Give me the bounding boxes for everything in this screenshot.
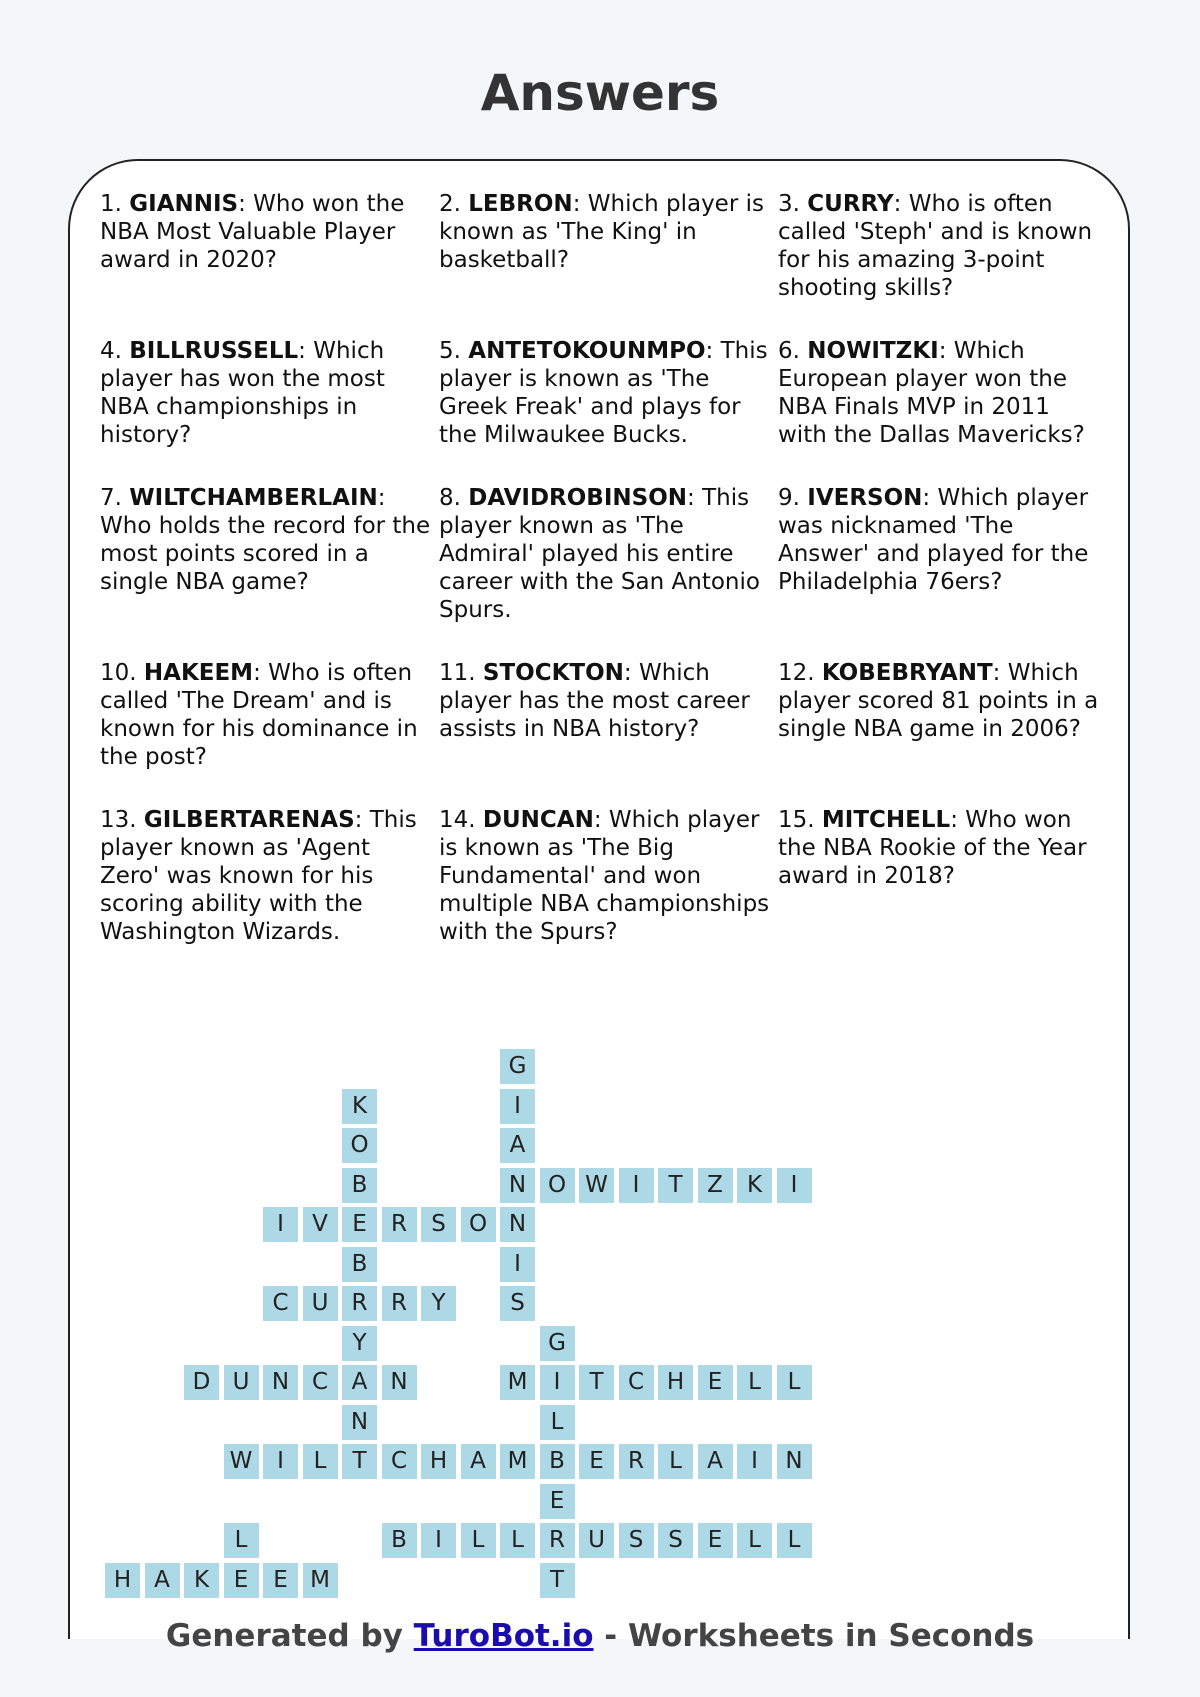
crossword-cell: M: [500, 1444, 535, 1479]
footer: [0, 1618, 1200, 1654]
clue-item: [778, 190, 1110, 302]
clue-number: 7.: [100, 485, 122, 511]
clue-text: : Who is often called 'The Dream' and is known for his dominance in the post?: [100, 660, 418, 770]
crossword-cell: I: [737, 1444, 772, 1479]
crossword-cell: Y: [421, 1286, 456, 1321]
clue-number: 11.: [439, 660, 476, 686]
crossword-cell: H: [105, 1563, 140, 1598]
crossword-cell: R: [382, 1207, 417, 1242]
clue-item: [439, 806, 778, 946]
crossword-cell: D: [184, 1365, 219, 1400]
clue-item: [439, 484, 778, 624]
crossword-cell: B: [540, 1444, 575, 1479]
crossword-cell: I: [263, 1207, 298, 1242]
clue-number: 14.: [439, 807, 476, 833]
crossword-cell: T: [579, 1365, 614, 1400]
clue-number: 15.: [778, 807, 815, 833]
clue-number: 8.: [439, 485, 461, 511]
clue-item: [778, 484, 1110, 624]
crossword-cell: I: [421, 1523, 456, 1558]
clue-item: [439, 659, 778, 771]
crossword-cell: W: [579, 1168, 614, 1203]
clue-answer: GIANNIS: [129, 191, 239, 217]
footer-suffix: - Worksheets in Seconds: [593, 1618, 1035, 1654]
clue-text: : This player known as 'Agent Zero' was known for his scoring ability with the Washington Wizards.: [100, 807, 417, 945]
crossword-cell: I: [500, 1247, 535, 1282]
crossword-cell: U: [579, 1523, 614, 1558]
crossword-cell: C: [263, 1286, 298, 1321]
page-title: Answers: [480, 64, 720, 122]
crossword-cell: L: [224, 1523, 259, 1558]
crossword-cell: A: [461, 1444, 496, 1479]
clue-number: 9.: [778, 485, 800, 511]
clue-text: : Which player has won the most NBA championships in history?: [100, 338, 385, 448]
crossword-cell: A: [500, 1128, 535, 1163]
crossword-cell: B: [342, 1247, 377, 1282]
crossword-cell: N: [777, 1444, 812, 1479]
crossword-cell: R: [619, 1444, 654, 1479]
clue-answer: IVERSON: [807, 485, 923, 511]
crossword-cell: E: [263, 1563, 298, 1598]
crossword-cell: N: [500, 1168, 535, 1203]
clue-number: 1.: [100, 191, 122, 217]
crossword-cell: S: [421, 1207, 456, 1242]
clue-text: : Which player scored 81 points in a single NBA game in 2006?: [778, 660, 1099, 742]
clue-text: : Who won the NBA Most Valuable Player award in 2020?: [100, 191, 405, 273]
clue-text: : Who won the NBA Rookie of the Year award in 2018?: [778, 807, 1087, 889]
crossword-cell: E: [579, 1444, 614, 1479]
crossword-cell: C: [619, 1365, 654, 1400]
crossword-cell: V: [303, 1207, 338, 1242]
crossword-cell: Z: [698, 1168, 733, 1203]
clue-item: [778, 337, 1110, 449]
crossword-cell: B: [382, 1523, 417, 1558]
crossword-cell: Y: [342, 1326, 377, 1361]
clue-text: : Which European player won the NBA Finals MVP in 2011 with the Dallas Mavericks?: [778, 338, 1085, 448]
clue-text: : Which player is known as 'The King' in basketball?: [439, 191, 764, 273]
clue-text: : Who holds the record for the most points scored in a single NBA game?: [100, 485, 431, 595]
clue-text: : This player known as 'The Admiral' played his entire career with the San Antonio Spurs.: [439, 485, 760, 623]
clue-item: [439, 337, 778, 449]
crossword-cell: O: [342, 1128, 377, 1163]
turobot-link[interactable]: TuroBot.io: [413, 1618, 594, 1654]
clue-item: [439, 190, 778, 302]
crossword-cell: I: [619, 1168, 654, 1203]
clue-item: [100, 484, 439, 624]
crossword-cell: R: [342, 1286, 377, 1321]
crossword-cell: L: [737, 1523, 772, 1558]
crossword-cell: K: [737, 1168, 772, 1203]
crossword-cell: S: [619, 1523, 654, 1558]
crossword-cell: L: [777, 1365, 812, 1400]
crossword-cell: I: [263, 1444, 298, 1479]
crossword-cell: U: [303, 1286, 338, 1321]
crossword-cell: M: [303, 1563, 338, 1598]
crossword-cell: N: [382, 1365, 417, 1400]
crossword-cell: L: [658, 1444, 693, 1479]
crossword-cell: L: [777, 1523, 812, 1558]
crossword-cell: O: [461, 1207, 496, 1242]
crossword-cell: L: [303, 1444, 338, 1479]
footer-prefix: Generated by: [165, 1618, 414, 1654]
clue-number: 10.: [100, 660, 137, 686]
crossword-cell: C: [303, 1365, 338, 1400]
clue-text: : Which player was nicknamed 'The Answer' and played for the Philadelphia 76ers?: [778, 485, 1089, 595]
crossword-cell: H: [421, 1444, 456, 1479]
crossword-cell: R: [540, 1523, 575, 1558]
clue-answer: STOCKTON: [482, 660, 624, 686]
crossword-cell: L: [461, 1523, 496, 1558]
crossword-cell: H: [658, 1365, 693, 1400]
clue-answer: ANTETOKOUNMPO: [468, 338, 706, 364]
clue-answer: GILBERTARENAS: [143, 807, 355, 833]
crossword-cell: G: [500, 1049, 535, 1084]
crossword-cell: T: [540, 1563, 575, 1598]
clue-answer: KOBEBRYANT: [821, 660, 993, 686]
crossword-cell: W: [224, 1444, 259, 1479]
clue-answer: BILLRUSSELL: [129, 338, 299, 364]
crossword-cell: E: [540, 1484, 575, 1519]
clue-answer: LEBRON: [468, 191, 573, 217]
crossword-cell: S: [658, 1523, 693, 1558]
clue-number: 13.: [100, 807, 137, 833]
crossword-cell: I: [777, 1168, 812, 1203]
crossword-cell: M: [500, 1365, 535, 1400]
clue-answer: NOWITZKI: [807, 338, 939, 364]
crossword-cell: A: [698, 1444, 733, 1479]
crossword-cell: R: [382, 1286, 417, 1321]
clue-item: [100, 806, 439, 946]
crossword-cell: K: [184, 1563, 219, 1598]
clue-answer: WILTCHAMBERLAIN: [129, 485, 378, 511]
clue-text: : Which player is known as 'The Big Fundamental' and won multiple NBA championships with the Spurs?: [439, 807, 770, 945]
crossword-cell: L: [737, 1365, 772, 1400]
crossword-cell: T: [658, 1168, 693, 1203]
crossword-cell: E: [698, 1365, 733, 1400]
crossword-cell: E: [342, 1207, 377, 1242]
clue-text: : This player is known as 'The Greek Freak' and plays for the Milwaukee Bucks.: [439, 338, 768, 448]
crossword-cell: I: [500, 1089, 535, 1124]
clue-answer: DAVIDROBINSON: [468, 485, 688, 511]
crossword-cell: E: [698, 1523, 733, 1558]
crossword-cell: N: [263, 1365, 298, 1400]
crossword-cell: N: [500, 1207, 535, 1242]
crossword-cell: L: [540, 1405, 575, 1440]
clue-item: [100, 337, 439, 449]
clue-number: 12.: [778, 660, 815, 686]
clue-item: [100, 190, 439, 302]
clue-number: 6.: [778, 338, 800, 364]
crossword-cell: N: [342, 1405, 377, 1440]
crossword-cell: T: [342, 1444, 377, 1479]
clue-answer: CURRY: [807, 191, 894, 217]
crossword-cell: L: [500, 1523, 535, 1558]
crossword-cell: O: [540, 1168, 575, 1203]
crossword-cell: I: [540, 1365, 575, 1400]
crossword-cell: K: [342, 1089, 377, 1124]
clue-list: [100, 190, 1110, 981]
clue-item: [100, 659, 439, 771]
crossword-cell: S: [500, 1286, 535, 1321]
clue-number: 3.: [778, 191, 800, 217]
clue-text: : Which player has the most career assists in NBA history?: [439, 660, 750, 742]
clue-item: [778, 806, 1110, 946]
crossword-cell: B: [342, 1168, 377, 1203]
clue-answer: HAKEEM: [143, 660, 254, 686]
clue-number: 5.: [439, 338, 461, 364]
crossword-cell: C: [382, 1444, 417, 1479]
crossword-cell: E: [224, 1563, 259, 1598]
crossword-cell: A: [342, 1365, 377, 1400]
crossword-cell: G: [540, 1326, 575, 1361]
crossword-cell: U: [224, 1365, 259, 1400]
clue-item: [778, 659, 1110, 771]
clue-text: : Who is often called 'Steph' and is known for his amazing 3-point shooting skills?: [778, 191, 1093, 301]
clue-number: 4.: [100, 338, 122, 364]
crossword-cell: A: [145, 1563, 180, 1598]
clue-answer: MITCHELL: [821, 807, 951, 833]
clue-answer: DUNCAN: [482, 807, 594, 833]
clue-number: 2.: [439, 191, 461, 217]
